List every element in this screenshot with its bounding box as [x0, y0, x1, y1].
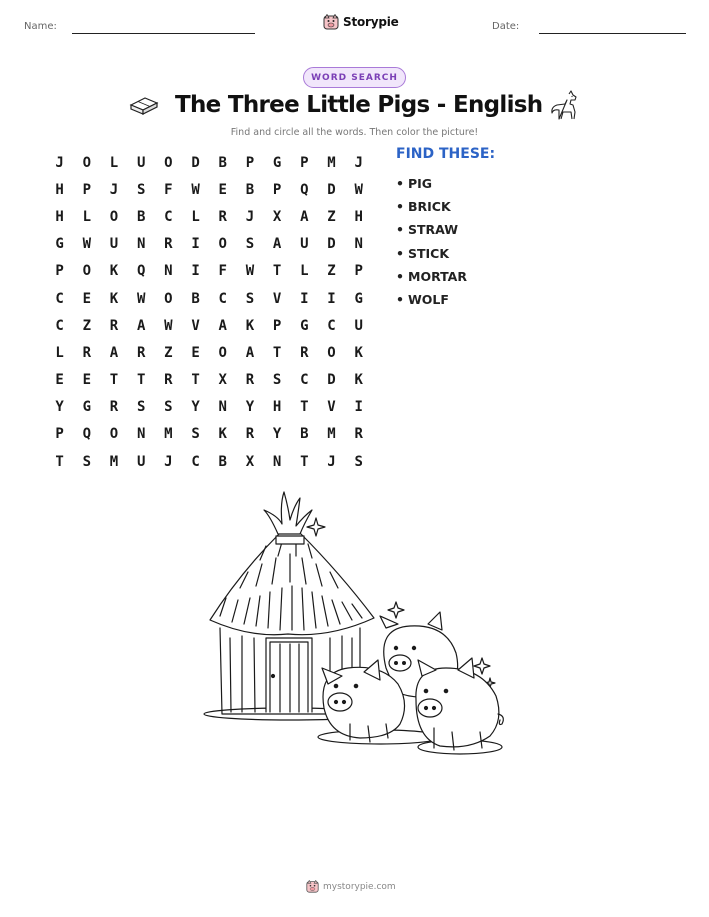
grid-letter[interactable]: U	[354, 317, 363, 334]
name-line[interactable]	[72, 33, 255, 34]
word-list-item	[396, 172, 467, 195]
grid-letter[interactable]: R	[164, 372, 173, 389]
grid-letter[interactable]: I	[327, 290, 336, 307]
word-label: STICK	[408, 245, 450, 261]
grid-letter[interactable]: B	[191, 290, 200, 307]
pig-logo-icon	[323, 14, 339, 30]
grid-letter[interactable]: R	[164, 236, 173, 253]
word-label: MORTAR	[408, 268, 467, 284]
grid-letter[interactable]: S	[191, 426, 200, 443]
grid-letter[interactable]: V	[327, 399, 336, 416]
grid-row	[46, 203, 372, 230]
grid-letter[interactable]: A	[109, 344, 119, 361]
grid-row	[46, 367, 372, 394]
grid-letter[interactable]: U	[136, 453, 146, 470]
grid-letter[interactable]: K	[218, 426, 227, 443]
grid-letter[interactable]: P	[272, 181, 282, 198]
grid-letter[interactable]: E	[218, 181, 227, 198]
grid-letter[interactable]: R	[245, 426, 255, 443]
grid-letter[interactable]: B	[218, 154, 227, 171]
grid-letter[interactable]: R	[109, 399, 119, 416]
grid-letter[interactable]: S	[82, 453, 91, 470]
grid-row	[46, 394, 372, 421]
grid-letter[interactable]: P	[272, 317, 282, 334]
grid-letter[interactable]: T	[300, 453, 309, 470]
bullet: •	[396, 245, 404, 261]
grid-letter[interactable]: M	[109, 453, 119, 470]
grid-letter[interactable]: X	[272, 208, 282, 225]
grid-letter[interactable]: O	[164, 154, 173, 171]
grid-letter[interactable]: T	[109, 372, 119, 389]
instructions: Find and circle all the words. Then color the picture!	[230, 127, 479, 138]
footer-url[interactable]: mystorypie.com	[323, 881, 396, 892]
grid-letter[interactable]: W	[245, 263, 255, 280]
word-list-item	[396, 218, 467, 241]
grid-letter[interactable]: S	[136, 399, 146, 416]
grid-letter[interactable]: H	[55, 181, 64, 198]
grid-letter[interactable]: I	[300, 290, 309, 307]
grid-letter[interactable]: B	[245, 181, 255, 198]
grid-letter[interactable]: O	[82, 263, 91, 280]
grid-letter[interactable]: H	[55, 208, 64, 225]
pig-right	[416, 658, 503, 750]
grid-letter[interactable]: G	[354, 290, 363, 307]
grid-row	[46, 176, 372, 203]
grid-letter[interactable]: S	[245, 236, 255, 253]
grid-letter[interactable]: D	[327, 372, 336, 389]
grid-row	[46, 149, 372, 176]
grid-letter[interactable]: Y	[191, 399, 200, 416]
name-label: Name:	[24, 21, 57, 32]
page-title: The Three Little Pigs - English	[175, 92, 543, 118]
pig-logo-icon	[306, 880, 319, 893]
grid-letter[interactable]: C	[191, 453, 200, 470]
grid-letter[interactable]: A	[218, 317, 227, 334]
grid-letter[interactable]: S	[136, 181, 146, 198]
grid-letter[interactable]: S	[245, 290, 255, 307]
grid-letter[interactable]: P	[354, 263, 363, 280]
grid-letter[interactable]: G	[55, 236, 64, 253]
word-label: BRICK	[408, 199, 451, 215]
grid-row	[46, 421, 372, 448]
grid-letter[interactable]: J	[55, 154, 64, 171]
grid-letter[interactable]: G	[300, 317, 309, 334]
grid-letter[interactable]: Y	[272, 426, 282, 443]
grid-letter[interactable]: W	[354, 181, 363, 198]
grid-letter[interactable]: G	[272, 154, 282, 171]
brand-name: Storypie	[343, 15, 399, 29]
grid-letter[interactable]: K	[109, 263, 119, 280]
grid-letter[interactable]: O	[218, 344, 227, 361]
grid-letter[interactable]: A	[136, 317, 146, 334]
grid-letter[interactable]: T	[272, 263, 282, 280]
grid-letter[interactable]: K	[109, 290, 119, 307]
grid-letter[interactable]: R	[300, 344, 309, 361]
grid-letter[interactable]: H	[272, 399, 282, 416]
grid-letter[interactable]: S	[272, 372, 282, 389]
word-label: PIG	[408, 176, 433, 192]
grid-letter[interactable]: N	[164, 263, 173, 280]
grid-letter[interactable]: Z	[327, 263, 336, 280]
word-list-item	[396, 288, 467, 311]
grid-letter[interactable]: W	[191, 181, 200, 198]
sparkle-icon	[307, 518, 325, 536]
grid-letter[interactable]: I	[354, 399, 363, 416]
grid-letter[interactable]: Y	[245, 399, 255, 416]
grid-letter[interactable]: J	[109, 181, 119, 198]
grid-letter[interactable]: T	[55, 453, 64, 470]
grid-letter[interactable]: W	[136, 290, 146, 307]
grid-letter[interactable]: P	[55, 263, 64, 280]
grid-letter[interactable]: Z	[327, 208, 336, 225]
date-line[interactable]	[539, 33, 686, 34]
grid-letter[interactable]: M	[327, 426, 336, 443]
brand-logo	[323, 14, 399, 30]
word-list	[396, 172, 467, 311]
grid-letter[interactable]: M	[327, 154, 336, 171]
grid-letter[interactable]: J	[245, 208, 255, 225]
grid-letter[interactable]: I	[191, 236, 200, 253]
grid-letter[interactable]: D	[191, 154, 200, 171]
grid-letter[interactable]: E	[82, 372, 91, 389]
grid-letter[interactable]: X	[245, 453, 255, 470]
grid-letter[interactable]: P	[245, 154, 255, 171]
grid-letter[interactable]: Y	[55, 399, 64, 416]
grid-letter[interactable]: J	[327, 453, 336, 470]
grid-letter[interactable]: A	[245, 344, 255, 361]
word-label: STRAW	[408, 222, 459, 238]
grid-letter[interactable]: X	[218, 372, 227, 389]
grid-letter[interactable]: B	[300, 426, 309, 443]
grid-letter[interactable]: V	[272, 290, 282, 307]
grid-letter[interactable]: S	[164, 399, 173, 416]
grid-letter[interactable]: P	[300, 154, 309, 171]
grid-letter[interactable]: O	[218, 236, 227, 253]
grid-letter[interactable]: N	[136, 236, 146, 253]
grid-letter[interactable]: Q	[300, 181, 309, 198]
grid-letter[interactable]: L	[55, 344, 64, 361]
grid-row	[46, 312, 372, 339]
grid-letter[interactable]: C	[164, 208, 173, 225]
word-search-badge: WORD SEARCH	[303, 67, 406, 88]
word-list-item	[396, 195, 467, 218]
grid-letter[interactable]: B	[218, 453, 227, 470]
grid-letter[interactable]: D	[327, 236, 336, 253]
grid-letter[interactable]: L	[109, 154, 119, 171]
brick-icon	[129, 96, 159, 116]
grid-letter[interactable]: N	[218, 399, 227, 416]
grid-letter[interactable]: T	[136, 372, 146, 389]
grid-letter[interactable]: E	[55, 372, 64, 389]
grid-letter[interactable]: U	[136, 154, 146, 171]
grid-letter[interactable]: W	[82, 236, 91, 253]
grid-letter[interactable]: T	[272, 344, 282, 361]
grid-letter[interactable]: V	[191, 317, 200, 334]
grid-letter[interactable]: S	[354, 453, 363, 470]
grid-letter[interactable]: A	[272, 236, 282, 253]
grid-row	[46, 285, 372, 312]
grid-letter[interactable]: N	[272, 453, 282, 470]
grid-letter[interactable]: O	[327, 344, 336, 361]
grid-row	[46, 258, 372, 285]
grid-letter[interactable]: L	[82, 208, 91, 225]
grid-letter[interactable]: T	[191, 372, 200, 389]
grid-row	[46, 448, 372, 475]
grid-letter[interactable]: R	[354, 426, 363, 443]
grid-letter[interactable]: O	[164, 290, 173, 307]
grid-letter[interactable]: J	[354, 154, 363, 171]
grid-letter[interactable]: R	[136, 344, 146, 361]
three-little-pigs-illustration	[200, 488, 510, 758]
grid-letter[interactable]: P	[82, 181, 91, 198]
grid-letter[interactable]: R	[218, 208, 227, 225]
bullet: •	[396, 292, 404, 308]
grid-letter[interactable]: C	[300, 372, 309, 389]
word-list-item	[396, 265, 467, 288]
grid-letter[interactable]: Q	[136, 263, 146, 280]
grid-row	[46, 231, 372, 258]
grid-letter[interactable]: F	[164, 181, 173, 198]
footer	[306, 880, 396, 893]
bullet: •	[396, 199, 404, 215]
grid-letter[interactable]: T	[300, 399, 309, 416]
grid-letter[interactable]: O	[109, 426, 119, 443]
grid-letter[interactable]: L	[300, 263, 309, 280]
grid-letter[interactable]: U	[300, 236, 309, 253]
grid-letter[interactable]: I	[191, 263, 200, 280]
wolf-icon	[549, 90, 583, 122]
grid-letter[interactable]: E	[82, 290, 91, 307]
grid-letter[interactable]: B	[136, 208, 146, 225]
grid-letter[interactable]: Q	[82, 426, 91, 443]
grid-letter[interactable]: K	[354, 372, 363, 389]
grid-letter[interactable]: D	[327, 181, 336, 198]
grid-letter[interactable]: C	[218, 290, 227, 307]
grid-letter[interactable]: C	[327, 317, 336, 334]
grid-letter[interactable]: R	[245, 372, 255, 389]
grid-letter[interactable]: F	[218, 263, 227, 280]
grid-letter[interactable]: R	[109, 317, 119, 334]
grid-letter[interactable]: J	[164, 453, 173, 470]
grid-letter[interactable]: N	[354, 236, 363, 253]
grid-letter[interactable]: E	[191, 344, 200, 361]
grid-letter[interactable]: W	[164, 317, 173, 334]
grid-letter[interactable]: C	[55, 317, 64, 334]
grid-letter[interactable]: M	[164, 426, 173, 443]
grid-letter[interactable]: L	[191, 208, 200, 225]
word-list-item	[396, 242, 467, 265]
bullet: •	[396, 176, 404, 192]
word-search-grid	[46, 149, 372, 475]
grid-letter[interactable]: Z	[82, 317, 91, 334]
grid-letter[interactable]: O	[82, 154, 91, 171]
grid-letter[interactable]: C	[55, 290, 64, 307]
find-these-heading: FIND THESE:	[396, 146, 496, 162]
grid-row	[46, 339, 372, 366]
grid-letter[interactable]: O	[109, 208, 119, 225]
grid-letter[interactable]: N	[136, 426, 146, 443]
date-label: Date:	[492, 21, 520, 32]
grid-letter[interactable]: U	[109, 236, 119, 253]
grid-letter[interactable]: H	[354, 208, 363, 225]
bullet: •	[396, 268, 404, 284]
grid-letter[interactable]: R	[82, 344, 91, 361]
grid-letter[interactable]: G	[82, 399, 91, 416]
bullet: •	[396, 222, 404, 238]
grid-letter[interactable]: K	[354, 344, 363, 361]
grid-letter[interactable]: A	[300, 208, 309, 225]
grid-letter[interactable]: K	[245, 317, 255, 334]
word-label: WOLF	[408, 292, 449, 308]
grid-letter[interactable]: P	[55, 426, 64, 443]
grid-letter[interactable]: Z	[164, 344, 173, 361]
